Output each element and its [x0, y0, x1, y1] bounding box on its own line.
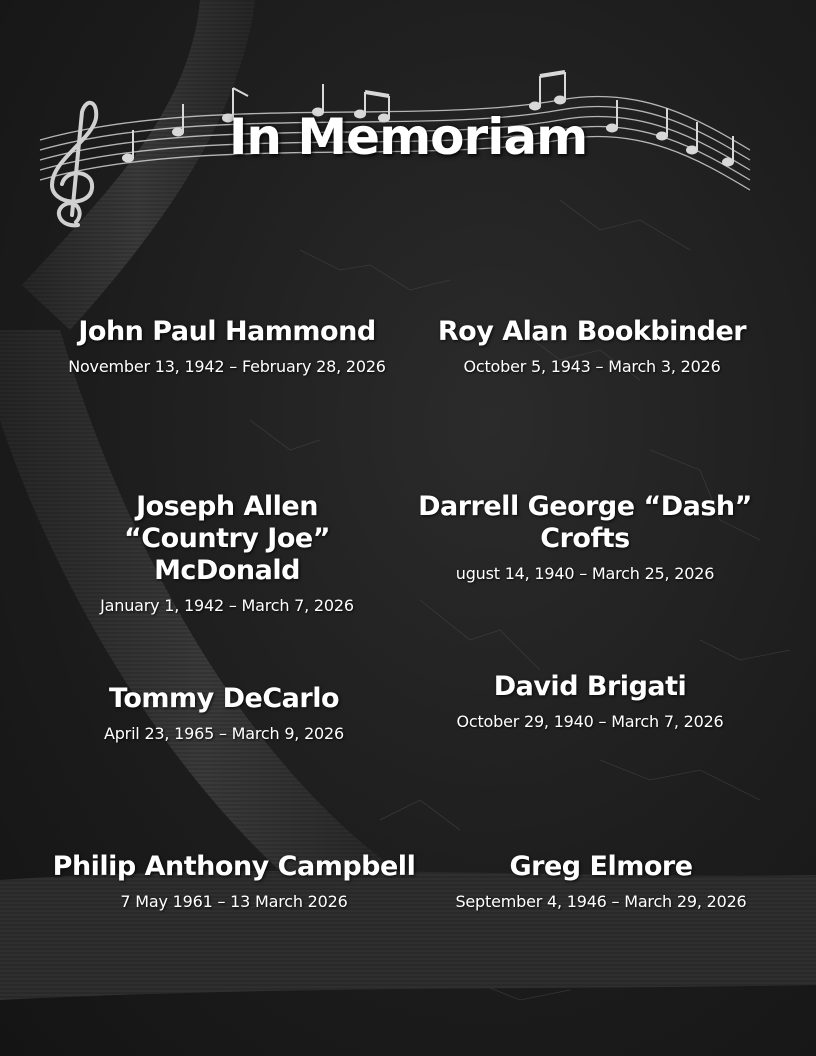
entry-dates: January 1, 1942 – March 7, 2026 [100, 596, 354, 615]
entry-name: Tommy DeCarlo [108, 683, 340, 714]
entry-name: John Paul Hammond [78, 316, 376, 347]
memorial-entry [390, 671, 790, 732]
entry-dates: October 29, 1940 – March 7, 2026 [456, 712, 724, 731]
entry-dates: ugust 14, 1940 – March 25, 2026 [455, 564, 715, 583]
entry-name: Joseph Allen “Country Joe” McDonald [124, 491, 330, 586]
memorial-entry [392, 316, 792, 377]
entry-name: Greg Elmore [509, 851, 693, 882]
entry-dates: April 23, 1965 – March 9, 2026 [103, 724, 344, 743]
page-title: In Memoriam [228, 108, 588, 166]
entry-name: Philip Anthony Campbell [52, 851, 416, 882]
memorial-entry [27, 316, 427, 377]
memorial-entry [24, 683, 424, 744]
memorial-entry [34, 851, 434, 912]
entry-dates: November 13, 1942 – February 28, 2026 [68, 357, 386, 376]
memorial-entry [401, 851, 801, 912]
entry-name: Roy Alan Bookbinder [437, 316, 747, 347]
entry-name: David Brigati [493, 671, 687, 702]
memorial-entry [385, 491, 785, 584]
entry-name: Darrell George “Dash” Crofts [418, 491, 752, 554]
memorial-entry [27, 491, 427, 616]
entry-dates: September 4, 1946 – March 29, 2026 [455, 892, 747, 911]
entry-dates: 7 May 1961 – 13 March 2026 [120, 892, 348, 911]
entry-dates: October 5, 1943 – March 3, 2026 [463, 357, 721, 376]
